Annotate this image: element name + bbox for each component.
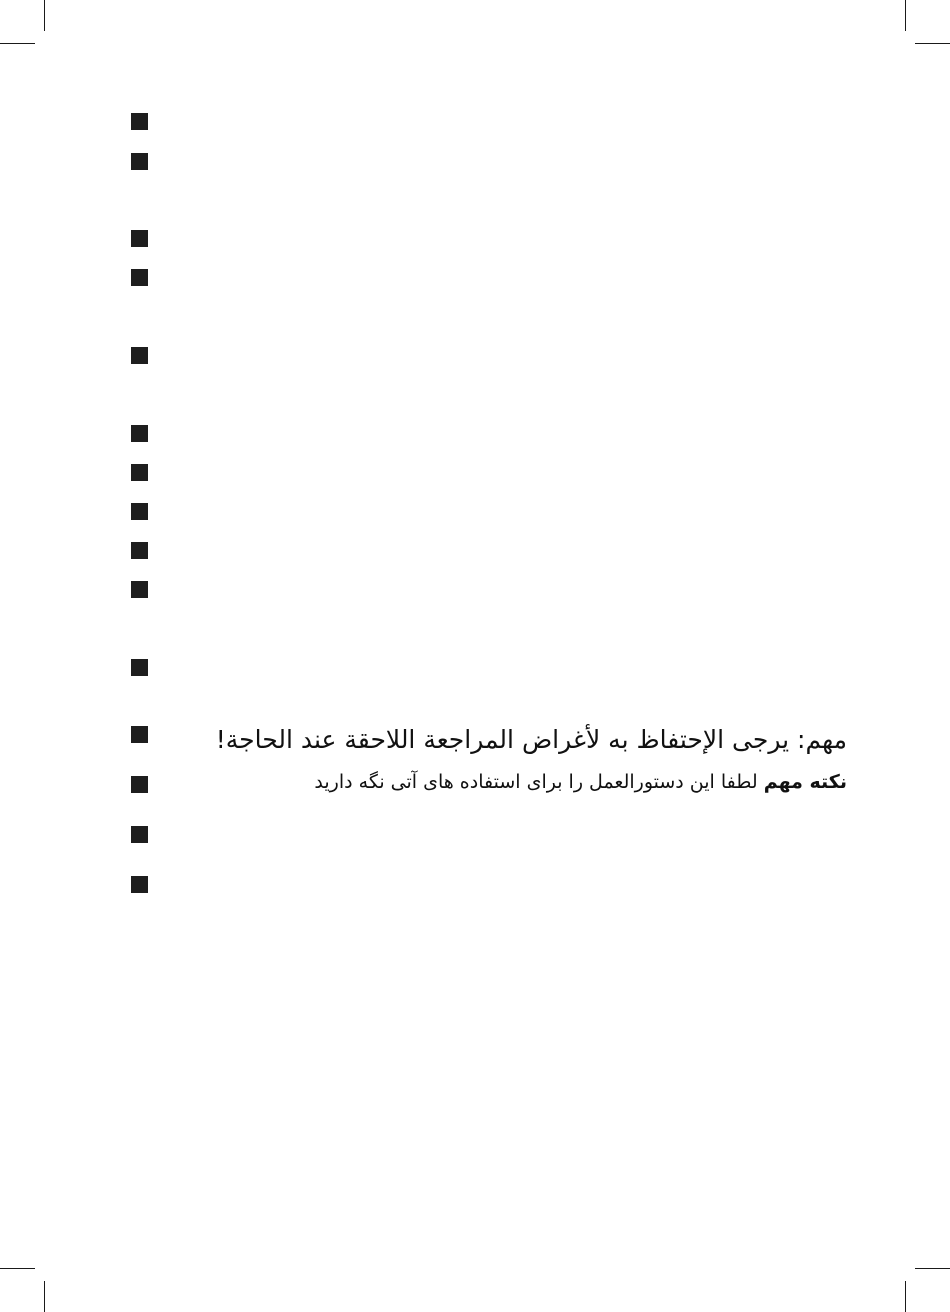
- crop-mark-bottom-right-vertical: [905, 1281, 906, 1312]
- persian-note-lead: نكته مهم: [763, 771, 847, 793]
- crop-mark-top-right-horizontal: [915, 43, 950, 44]
- bullet-square: [131, 726, 148, 743]
- persian-important-note: [314, 773, 847, 792]
- bullet-square: [131, 503, 148, 520]
- bullet-square: [131, 876, 148, 893]
- bullet-square: [131, 542, 148, 559]
- persian-note-text: لطفا این دستورالعمل را برای استفاده های آتی نگه دارید: [314, 771, 758, 793]
- crop-mark-top-left-horizontal: [0, 43, 35, 44]
- bullet-square: [131, 230, 148, 247]
- crop-mark-bottom-right-horizontal: [915, 1268, 950, 1269]
- bullet-square: [131, 659, 148, 676]
- bullet-square: [131, 153, 148, 170]
- bullet-square: [131, 776, 148, 793]
- bullet-square: [131, 464, 148, 481]
- crop-mark-top-right-vertical: [905, 0, 906, 31]
- arabic-important-note: مهم: يرجى الإحتفاظ به لأغراض المراجعة اللاحقة عند الحاجة!: [215, 725, 847, 754]
- bullet-square: [131, 425, 148, 442]
- crop-mark-bottom-left-horizontal: [0, 1268, 35, 1269]
- bullet-square: [131, 113, 148, 130]
- crop-mark-top-left-vertical: [44, 0, 45, 31]
- crop-mark-bottom-left-vertical: [44, 1281, 45, 1312]
- bullet-square: [131, 581, 148, 598]
- bullet-square: [131, 826, 148, 843]
- bullet-square: [131, 347, 148, 364]
- bullet-square: [131, 269, 148, 286]
